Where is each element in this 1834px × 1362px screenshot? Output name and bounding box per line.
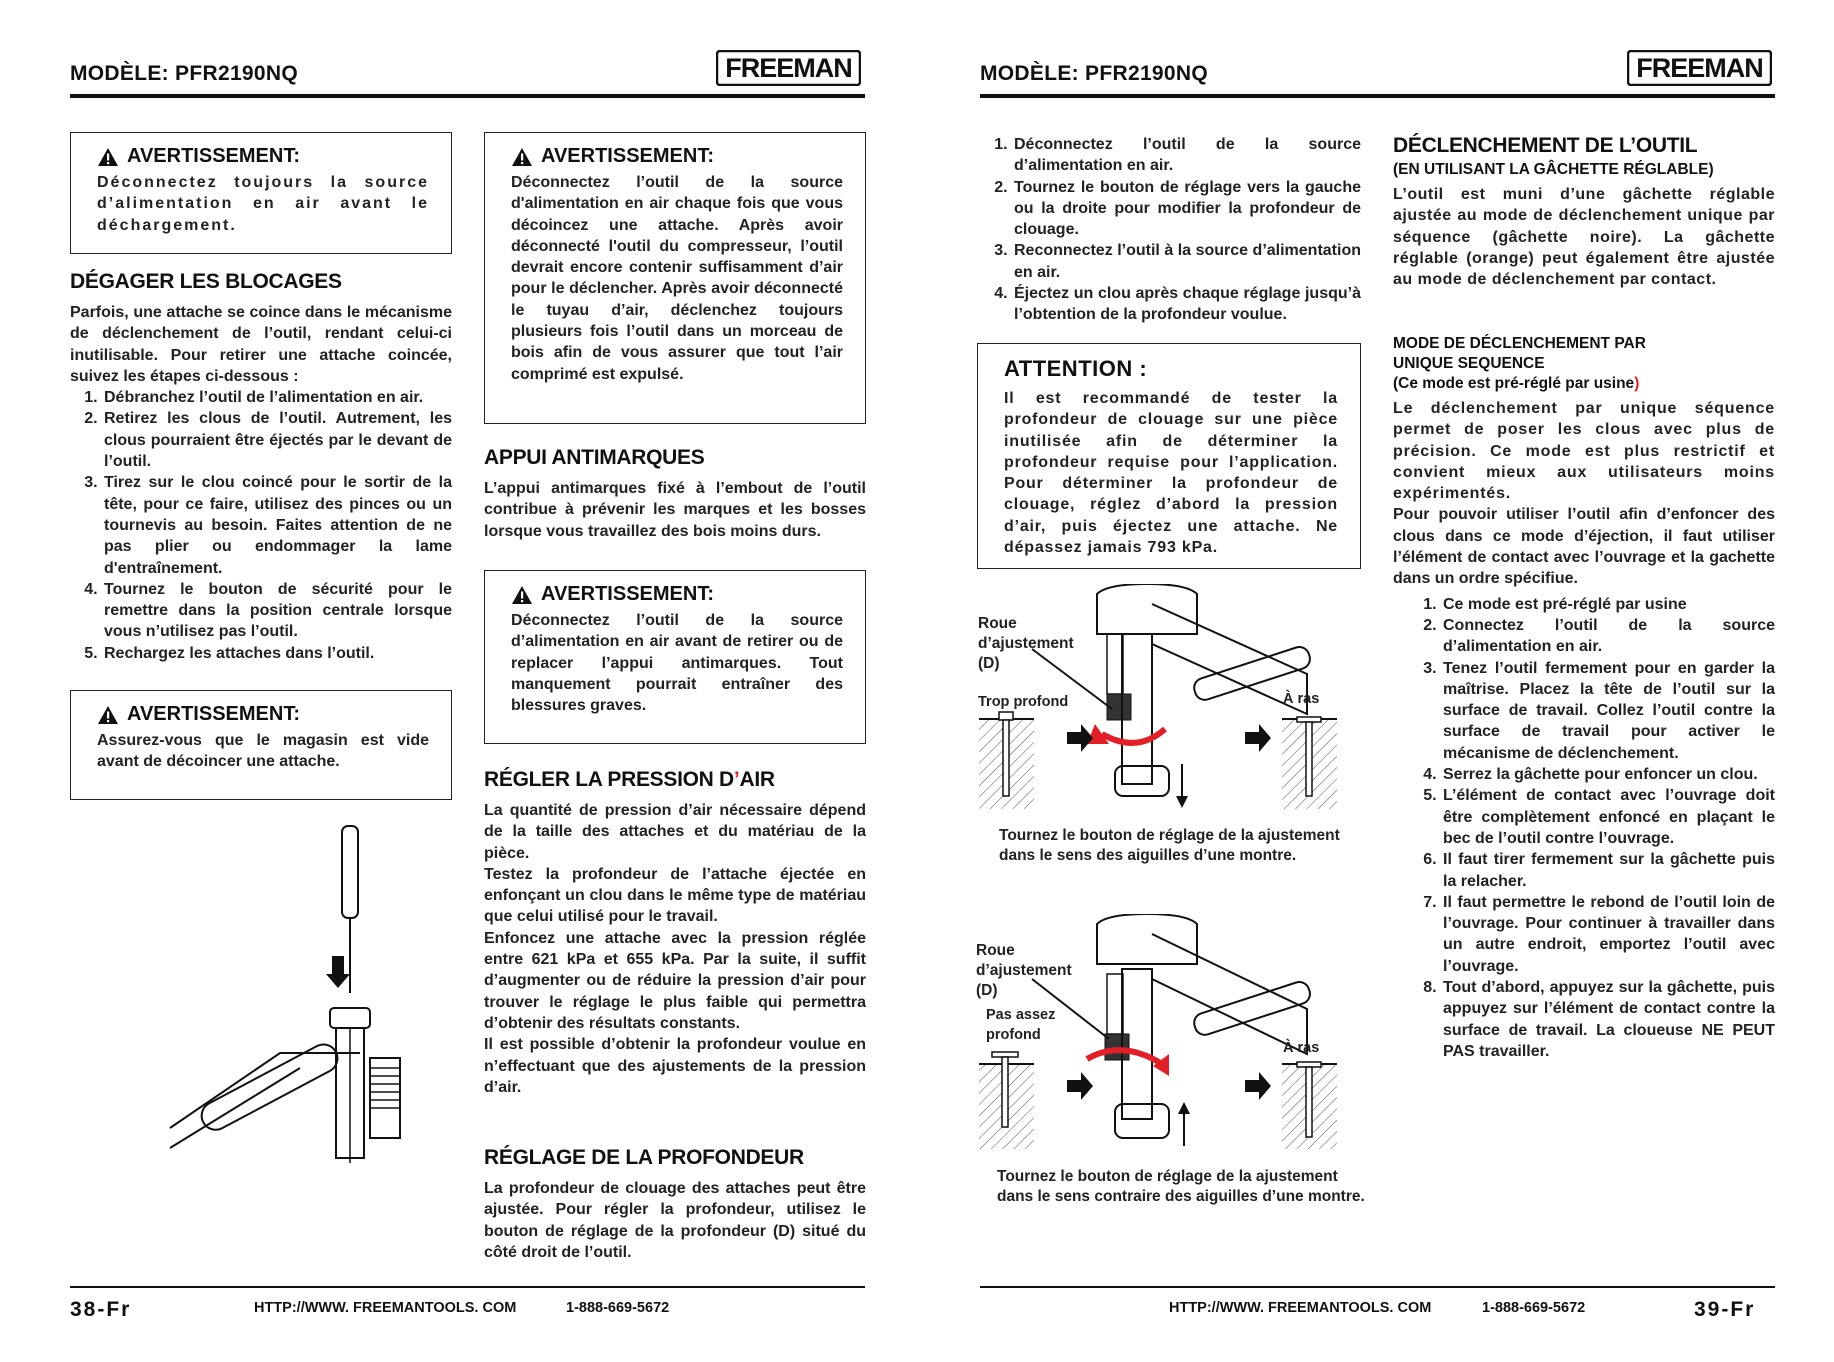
steps-list: [1393, 594, 1775, 1063]
warning-title: AVERTISSEMENT:: [511, 583, 843, 606]
warning-title: AVERTISSEMENT:: [97, 703, 429, 726]
section-title: RÉGLER LA PRESSION D’AIR: [484, 768, 775, 791]
warning-text: Déconnectez l’outil de la source d’alimentation en air avant de retirer ou de replacer l’appui antimarques. Tout manquement pourrait entraîner des blessures graves.: [511, 612, 843, 715]
section-text: L’outil est muni d’une gâchette réglable ajustée au mode de déclenchement unique par séquence (gâchette noire). La gâchette réglable (orange) peut également être ajustée au mode de déclenchement par contact.: [1393, 186, 1775, 289]
figure-caption: dans le sens des aiguilles d’une montre.: [999, 847, 1297, 864]
footer-rule: [70, 1286, 865, 1288]
warning-box-antimarques: [484, 570, 866, 744]
section-degager: [70, 270, 452, 664]
page-number: 38-Fr: [70, 1298, 132, 1321]
jam-clearing-illustration: [150, 818, 450, 1168]
down-arrow-icon: [326, 956, 350, 988]
attention-title: ATTENTION :: [1004, 356, 1148, 381]
logo-text: FREEMAN: [725, 53, 852, 83]
right-arrow-icon: [1245, 724, 1271, 752]
footer-url: HTTP://WWW. FREEMANTOOLS. COM: [1169, 1300, 1432, 1316]
warning-box-unload: [70, 132, 452, 254]
section-appui: [484, 446, 866, 542]
steps-list: [70, 387, 452, 664]
figure-caption: dans le sens contraire des aiguilles d’une montre.: [997, 1188, 1365, 1205]
down-arrow-icon: [1176, 796, 1188, 808]
section-declenchement: [1393, 134, 1775, 290]
label-d: (D): [978, 655, 1000, 672]
section-title: DÉGAGER LES BLOCAGES: [70, 270, 342, 293]
list-item: 3. Tenez l’outil fermement pour en garder la maîtrise. Placez la tête de l’outil sur la surface de travail. Collez l’outil contre la surface de travail pour activer le mécanisme de déclenchement.: [1441, 658, 1775, 764]
list-item: 5. L’élément de contact avec l’ouvrage doit être complètement enfoncé en plaçant le bec de l’outil contre l’ouvrage.: [1441, 785, 1775, 849]
attention-box: [977, 343, 1361, 569]
warning-box-disconnect: [484, 132, 866, 424]
figure-depth-not-deep: [977, 914, 1367, 1214]
model-header: MODÈLE: PFR2190NQ: [980, 62, 1208, 85]
label-flush: À ras: [1283, 1040, 1320, 1056]
header-rule: [70, 94, 865, 98]
list-item: 2. Retirez les clous de l’outil. Autrement, les clous pourraient être éjectés par le devant de l’outil.: [102, 408, 452, 472]
footer-url: HTTP://WWW. FREEMANTOOLS. COM: [254, 1300, 517, 1316]
warning-title: AVERTISSEMENT:: [97, 145, 429, 168]
list-item: 6. Il faut tirer fermement sur la gâchette puis la relacher.: [1441, 849, 1775, 892]
right-arrow-icon: [1067, 1072, 1093, 1100]
footer-phone: 1-888-669-5672: [566, 1300, 670, 1316]
attention-text: Il est recommandé de tester la profondeur de clouage sur une pièce inutilisée afin de déterminer la profondeur requise pour l’application. Pour déterminer la profondeur de clouage, réglez d’abord la pression d’air, puis éjectez une attache. Ne dépassez jamais 793 kPa.: [1004, 390, 1338, 557]
label-flush: À ras: [1283, 691, 1320, 707]
freeman-logo: [716, 50, 861, 86]
mode-para: Le déclenchement par unique séquence permet de poser les clous avec plus de précision. Ce mode est plus restrictif et convient mieux aux utilisateurs moins expérimentés.: [1393, 400, 1775, 503]
right-arrow-icon: [1245, 1072, 1271, 1100]
warning-text: Assurez-vous que le magasin est vide avant de décoincer une attache.: [97, 732, 429, 771]
model-header: MODÈLE: PFR2190NQ: [70, 62, 298, 85]
mode-title: UNIQUE SEQUENCE: [1393, 355, 1545, 372]
label-not-deep: Pas assez: [986, 1007, 1056, 1023]
label-roue: Roue: [978, 615, 1017, 632]
section-title: DÉCLENCHEMENT DE L’OUTIL: [1393, 134, 1698, 157]
warning-text: Déconnectez l’outil de la source d'alimentation en air chaque fois que vous décoincez une attache. Après avoir déconnecté l'outil du compresseur, l’outil devrait encore contenir suffisamment d’air pour le déclencher. Après avoir déconnecté le tuyau d’air, déclenchez toujours plusieurs fois l’outil dans un morceau de bois afin de vous assurer que tout l’air comprimé est expulsé.: [511, 174, 843, 383]
section-para: Il est possible d’obtenir la profondeur voulue en n’effectuant que des ajustements de la pression d’air.: [484, 1036, 866, 1096]
footer-phone: 1-888-669-5672: [1482, 1300, 1586, 1316]
section-title: APPUI ANTIMARQUES: [484, 446, 705, 469]
list-item: 8. Tout d’abord, appuyez sur la gâchette, puis appuyez sur l’élément de contact contre la surface de travail. La cloueuse NE PEUT PAS travailler.: [1441, 977, 1775, 1062]
figure-caption: Tournez le bouton de réglage de la ajustement: [999, 827, 1340, 844]
label-not-deep: profond: [986, 1027, 1041, 1043]
warning-text: Déconnectez toujours la source d’alimentation en air avant le déchargement.: [97, 174, 429, 234]
warning-box-magazine: [70, 690, 452, 800]
list-item: 5. Rechargez les attaches dans l’outil.: [102, 643, 452, 664]
list-item: 1. Débranchez l’outil de l’alimentation en air.: [102, 387, 452, 408]
logo-text: FREEMAN: [1636, 53, 1763, 83]
section-mode: [1393, 334, 1775, 1062]
depth-steps: [980, 134, 1361, 326]
list-item: 2. Tournez le bouton de réglage vers la gauche ou la droite pour modifier la profondeur de clouage.: [1012, 177, 1361, 241]
steps-list: [980, 134, 1361, 326]
section-intro: Parfois, une attache se coince dans le mécanisme de déclenchement de l’outil, rendant celui-ci inutilisable. Pour retirer une attache coincée, suivez les étapes ci-dessous :: [70, 304, 452, 385]
footer-rule: [980, 1286, 1775, 1288]
page-number: 39-Fr: [1694, 1298, 1756, 1321]
section-text: L’appui antimarques fixé à l’embout de l’outil contribue à prévenir les marques et les bosses lorsque vous travaillez des bois moins durs.: [484, 480, 866, 540]
label-too-deep: Trop profond: [978, 694, 1069, 710]
section-pression: [484, 768, 866, 1098]
warning-triangle-icon: [511, 147, 533, 167]
up-arrow-icon: [1178, 1102, 1190, 1114]
label-ajustement: d’ajustement: [978, 635, 1074, 652]
list-item: 7. Il faut permettre le rebond de l’outil loin de l’ouvrage. Pour continuer à travailler dans un autre endroit, emportez l’outil avec l’ouvrage.: [1441, 892, 1775, 977]
section-text: La profondeur de clouage des attaches peut être ajustée. Pour régler la profondeur, utilisez le bouton de réglage de la profondeur (D) situé du côté droit de l’outil.: [484, 1180, 866, 1261]
list-item: 3. Reconnectez l’outil à la source d’alimentation en air.: [1012, 240, 1361, 283]
header-rule: [980, 94, 1775, 98]
section-para: Testez la profondeur de l’attache éjectée en enfonçant un clou dans le même type de matériau que celui utilisé pour le travail.: [484, 865, 866, 926]
mode-subtitle: (Ce mode est pré-réglé par usine): [1393, 375, 1640, 392]
list-item: 4. Éjectez un clou après chaque réglage jusqu’à l’obtention de la profondeur voulue.: [1012, 283, 1361, 326]
label-roue: Roue: [976, 942, 1015, 959]
figure-caption: Tournez le bouton de réglage de la ajustement: [997, 1168, 1338, 1185]
mode-title: MODE DE DÉCLENCHEMENT PAR: [1393, 335, 1646, 352]
section-para: Enfoncez une attache avec la pression réglée entre 621 kPa et 655 kPa. Par la suite, il suffit d’augmenter ou de réduire la pression d’air pour trouver le réglage le plus faible qui permettra d’obtenir des résultats constants.: [484, 929, 866, 1032]
warning-triangle-icon: [97, 147, 119, 167]
list-item: 4. Serrez la gâchette pour enfoncer un clou.: [1441, 764, 1775, 785]
list-item: 1. Déconnectez l’outil de la source d’alimentation en air.: [1012, 134, 1361, 177]
list-item: 1. Ce mode est pré-réglé par usine: [1441, 594, 1775, 615]
section-title: RÉGLAGE DE LA PROFONDEUR: [484, 1146, 804, 1169]
warning-title: AVERTISSEMENT:: [511, 145, 843, 168]
warning-triangle-icon: [511, 585, 533, 605]
list-item: 3. Tirez sur le clou coincé pour le sortir de la tête, pour ce faire, utilisez des pinces ou un tournevis au besoin. Faites attention de ne pas plier ou endommager la lame d'entraînement.: [102, 472, 452, 578]
freeman-logo: [1627, 50, 1772, 86]
label-ajustement: d’ajustement: [976, 962, 1072, 979]
section-profondeur: [484, 1146, 866, 1263]
mode-para: Pour pouvoir utiliser l’outil afin d’enfoncer des clous dans ce mode d’éjection, il faut utiliser l’élément de contact avec l’ouvrage et la gachette dans un ordre spécifiue.: [1393, 506, 1775, 588]
figure-depth-too-deep: [977, 584, 1367, 874]
section-subtitle: (EN UTILISANT LA GÂCHETTE RÉGLABLE): [1393, 161, 1714, 178]
section-para: La quantité de pression d’air nécessaire dépend de la taille des attaches et du matériau de la pièce.: [484, 802, 866, 862]
list-item: 4. Tournez le bouton de sécurité pour le remettre dans la position centrale lorsque vous n’utilisez pas l’outil.: [102, 579, 452, 643]
warning-triangle-icon: [97, 705, 119, 725]
list-item: 2. Connectez l’outil de la source d’alimentation en air.: [1441, 615, 1775, 658]
right-page: [917, 0, 1834, 1362]
right-arrow-icon: [1067, 724, 1093, 752]
label-d: (D): [976, 982, 998, 999]
